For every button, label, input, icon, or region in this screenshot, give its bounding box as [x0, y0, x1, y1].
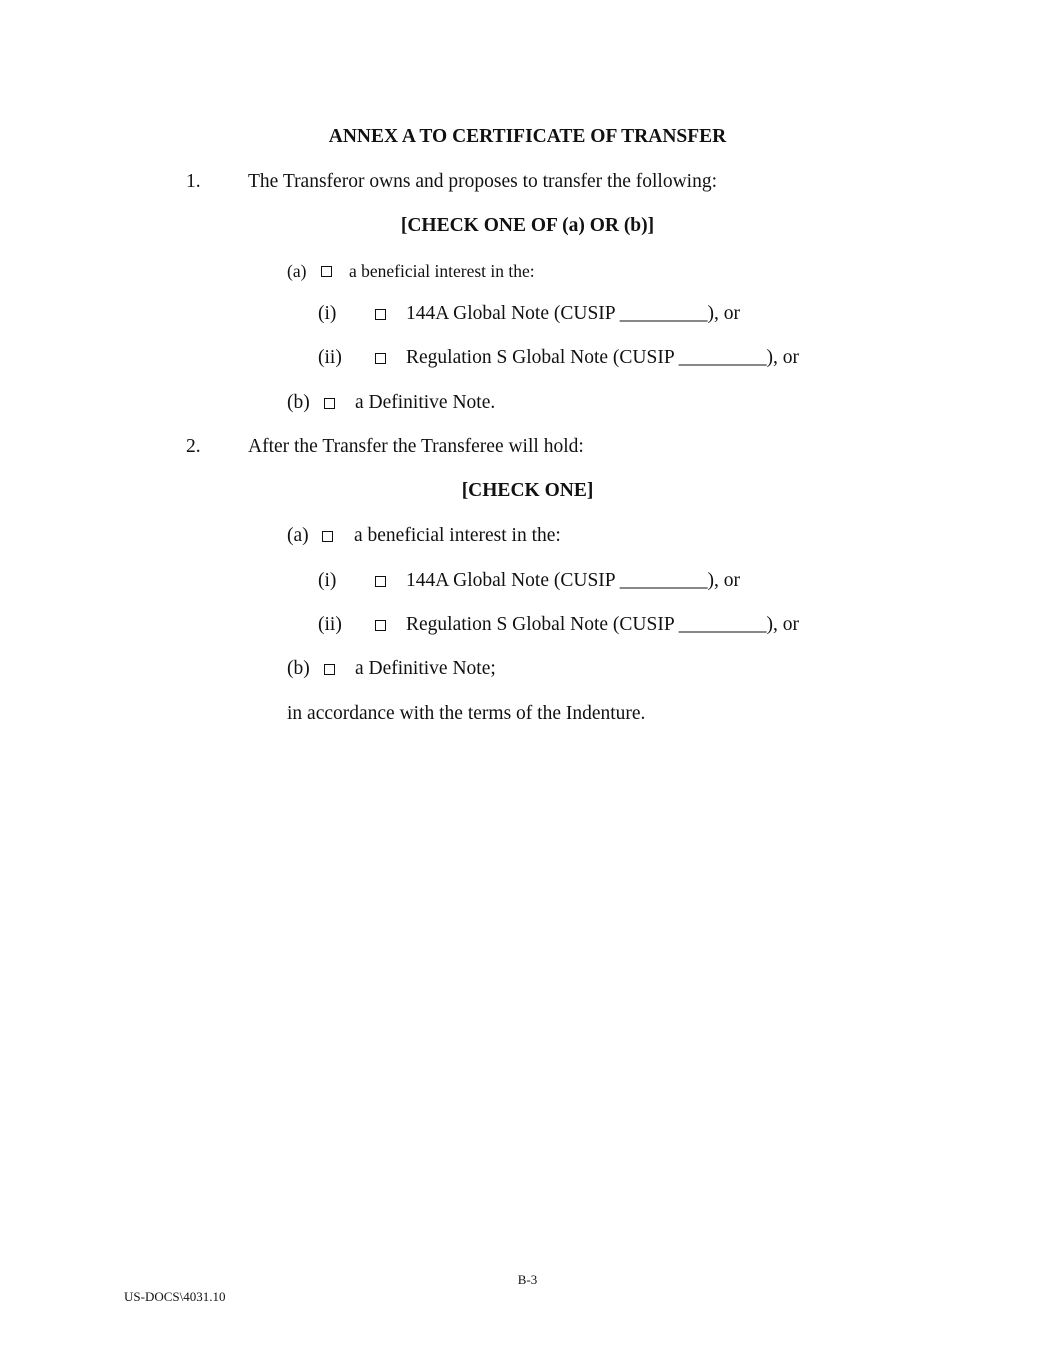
section-1-a-text: a beneficial interest in the: [349, 261, 535, 281]
section-2-a-checkbox[interactable] [322, 529, 333, 547]
section-2-a-ii-checkbox[interactable] [375, 618, 386, 636]
section-2-a-ii-label: (ii) [318, 614, 342, 635]
section-1-b-text: a Definitive Note. [355, 392, 496, 413]
section-2-b-label: (b) [287, 658, 310, 679]
checkbox-icon [375, 576, 386, 587]
section-2-number: 2. [186, 436, 201, 457]
section-1-b-checkbox[interactable] [324, 396, 335, 414]
section-2-a-text: a beneficial interest in the: [354, 525, 561, 546]
checkbox-icon [322, 531, 333, 542]
section-2-a-i-label: (i) [318, 570, 337, 591]
section-1-instruction: [CHECK ONE OF (a) OR (b)] [400, 215, 655, 236]
page-number: B-3 [517, 1272, 538, 1287]
checkbox-icon [321, 266, 332, 277]
section-2-instruction: [CHECK ONE] [461, 480, 594, 501]
section-1-a-ii-checkbox[interactable] [375, 351, 386, 369]
section-1-a-i-label: (i) [318, 303, 337, 324]
section-1-number: 1. [186, 171, 201, 192]
doc-id: US-DOCS\4031.10 [124, 1289, 226, 1304]
section-1-text: The Transferor owns and proposes to transfer the following: [248, 171, 717, 192]
section-2-a-label: (a) [287, 525, 309, 546]
checkbox-icon [375, 309, 386, 320]
checkbox-icon [324, 398, 335, 409]
checkbox-icon [375, 353, 386, 364]
section-1-a-ii-label: (ii) [318, 347, 342, 368]
section-1-a-i-text: 144A Global Note (CUSIP _________), or [406, 303, 741, 324]
section-2-a-i-text: 144A Global Note (CUSIP _________), or [406, 570, 741, 591]
checkbox-icon [324, 664, 335, 675]
section-2-a-ii-text: Regulation S Global Note (CUSIP _________), or [406, 614, 800, 635]
section-1-a-i-checkbox[interactable] [375, 307, 386, 325]
section-2-b-text: a Definitive Note; [355, 658, 496, 679]
section-1-a-checkbox[interactable] [321, 264, 332, 282]
section-2-a-i-checkbox[interactable] [375, 574, 386, 592]
page-title: ANNEX A TO CERTIFICATE OF TRANSFER [328, 126, 727, 147]
section-2-closing: in accordance with the terms of the Indenture. [287, 703, 646, 724]
section-1-a-label: (a) [287, 261, 307, 281]
section-2-b-checkbox[interactable] [324, 662, 335, 680]
checkbox-icon [375, 620, 386, 631]
section-1-b-label: (b) [287, 392, 310, 413]
section-2-text: After the Transfer the Transferee will hold: [248, 436, 584, 457]
section-1-a-ii-text: Regulation S Global Note (CUSIP _________), or [406, 347, 800, 368]
